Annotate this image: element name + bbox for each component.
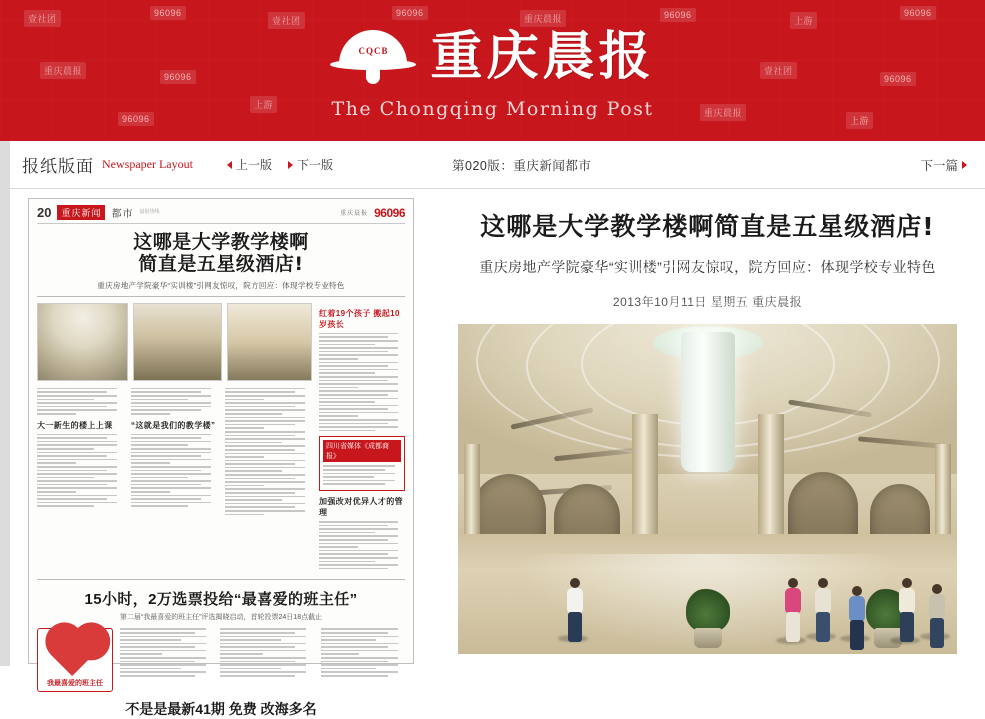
watermark-logo: 壹社团 — [760, 62, 797, 79]
watermark-logo: 96096 — [160, 70, 196, 84]
thumb-headline — [37, 231, 405, 276]
watermark-logo: 96096 — [118, 112, 154, 126]
watermark-logo: 上游 — [250, 96, 277, 113]
thumb-mid-headline: 15小时，2万选票投给“最喜爱的班主任” — [84, 591, 358, 609]
layout-panel-header — [10, 141, 430, 189]
left-gutter — [0, 141, 10, 666]
thumb-column — [225, 388, 312, 517]
paper-title-cn: 重庆晨报 — [430, 26, 655, 87]
thumb-hotline: 96096 — [374, 205, 405, 220]
thumb-page-number: 20 — [37, 205, 52, 220]
masthead-banner — [0, 0, 985, 141]
thumb-divider — [37, 579, 405, 580]
paper-title-en: The Chongqing Morning Post — [331, 98, 654, 120]
thumb-photo-row — [37, 303, 312, 381]
thumb-column — [220, 628, 313, 692]
lobby-illustration — [458, 324, 957, 654]
watermark-logo: 重庆晨报 — [40, 62, 86, 79]
watermark-logo: 上游 — [846, 112, 873, 129]
heart-icon — [51, 628, 99, 676]
thumb-headline-line2: 简直是五星级酒店! — [138, 253, 304, 276]
prev-page-link[interactable] — [227, 156, 272, 173]
page-body — [0, 141, 985, 718]
thumb-divider — [37, 296, 405, 297]
issue-label: 第020版：重庆新闻都市 — [452, 158, 592, 173]
thumb-highlight-box — [319, 436, 405, 491]
logo-text: CQCB — [358, 46, 389, 56]
person-figure — [896, 578, 918, 644]
article-subtitle: 重庆房地产学院豪华“实训楼”引网友惊叹，院方回应：体现学校专业特色 — [479, 259, 936, 275]
chandelier-icon — [681, 332, 735, 472]
person-figure — [846, 586, 868, 644]
watermark-logo: 重庆晨报 — [520, 10, 566, 27]
person-figure — [564, 578, 586, 644]
thumb-section-tag: 重庆新闻 — [57, 205, 105, 220]
article-body — [430, 189, 985, 654]
next-article-link[interactable] — [920, 156, 967, 174]
watermark-logo: 96096 — [150, 6, 186, 20]
thumb-topbar — [37, 205, 405, 224]
thumb-section-name: 都市 — [111, 209, 134, 220]
thumb-column — [37, 388, 124, 517]
newspaper-layout-panel — [10, 141, 430, 718]
article-meta: 2013年10月11日 星期五 重庆晨报 — [612, 295, 803, 309]
masthead-brand — [0, 26, 985, 120]
next-article-label: 下一篇 — [920, 158, 958, 173]
watermark-logo: 上游 — [790, 12, 817, 29]
next-page-link[interactable] — [288, 156, 333, 173]
person-figure — [926, 584, 948, 644]
thumb-mid-subhead: 第二届“我最喜爱的班主任”评选揭晓启动，首轮投票24日18点截止 — [119, 614, 323, 622]
thumb-text-columns — [37, 388, 312, 517]
person-figure — [812, 578, 834, 644]
watermark-logo: 壹社团 — [24, 10, 61, 27]
thumb-column — [120, 628, 213, 692]
article-panel-header — [430, 141, 985, 189]
watermark-logo: 96096 — [900, 6, 936, 20]
thumb-box-title: 四川省媒体《成都商报》 — [323, 440, 401, 462]
article-panel — [430, 141, 985, 666]
thumb-sidebar-column — [319, 303, 405, 572]
layout-title-cn: 报纸版面 — [22, 157, 94, 176]
watermark-logo: 96096 — [880, 72, 916, 86]
thumb-column — [321, 628, 405, 692]
thumb-bottom-headline: 不是是最新41期 免费 改海多名 — [125, 701, 317, 718]
thumb-photo — [227, 303, 312, 381]
watermark-logo: 96096 — [660, 8, 696, 22]
watermark-logo: 壹社团 — [268, 12, 305, 29]
thumb-photo — [133, 303, 222, 381]
thumb-subheading: 大一新生的楼上上课 — [37, 420, 113, 430]
thumb-subhead: 重庆房地产学院豪华“实训楼”引网友惊叹，院方回应：体现学校专业特色 — [97, 280, 345, 290]
chevron-right-icon — [288, 161, 293, 169]
article-title: 这哪是大学教学楼啊简直是五星级酒店! — [480, 212, 935, 241]
prev-page-label: 上一版 — [235, 158, 272, 172]
thumb-side-headline: 红着19个孩子 搬起10岁孩长 — [319, 308, 400, 329]
newspaper-page-thumbnail[interactable] — [28, 198, 414, 718]
chevron-left-icon — [227, 161, 232, 169]
badge-caption: 我最喜爱的班主任 — [47, 680, 103, 688]
cqcb-logo-icon — [330, 26, 416, 88]
potted-plant — [680, 586, 736, 648]
article-photo — [458, 324, 957, 654]
thumb-subheading: “这就是我们的教学楼” — [131, 420, 216, 430]
watermark-logo: 重庆晨报 — [700, 104, 746, 121]
next-page-label: 下一版 — [296, 158, 333, 172]
thumb-award-badge — [37, 628, 113, 692]
thumb-headline-line1: 这哪是大学教学楼啊 — [133, 231, 309, 253]
person-figure — [782, 578, 804, 644]
chevron-right-icon — [962, 161, 967, 169]
watermark-logo: 96096 — [392, 6, 428, 20]
thumb-box-sub: 加强改对优异人才的管理 — [319, 497, 403, 517]
thumb-masthead-note: 晨报热线 — [139, 209, 160, 216]
thumb-brand-mini: 重庆晨报 — [340, 211, 369, 217]
thumb-column — [131, 388, 218, 517]
thumb-photo — [37, 303, 128, 381]
layout-title-en: Newspaper Layout — [102, 157, 193, 171]
